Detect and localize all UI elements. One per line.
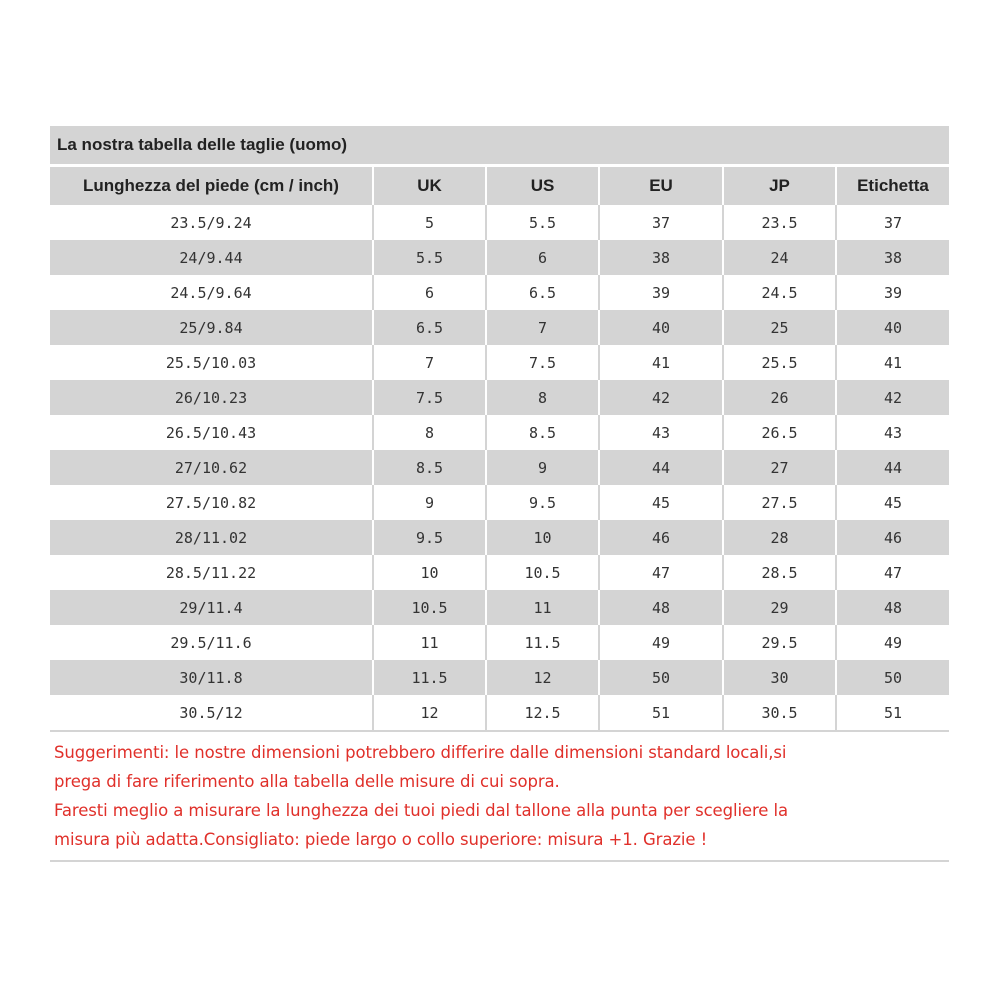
label-cell: 45	[836, 485, 949, 520]
label-cell: 42	[836, 380, 949, 415]
table-row	[50, 625, 949, 660]
us-cell: 11.5	[486, 625, 599, 660]
label-cell: 47	[836, 555, 949, 590]
note-line: prega di fare riferimento alla tabella delle misure di cui sopra.	[54, 772, 560, 791]
foot-length-cell: 26.5/10.43	[50, 415, 373, 450]
eu-cell: 38	[599, 240, 723, 275]
jp-cell: 28.5	[723, 555, 836, 590]
column-header-label: Etichetta	[836, 167, 949, 205]
jp-cell: 27.5	[723, 485, 836, 520]
jp-cell: 25	[723, 310, 836, 345]
foot-length-cell: 27/10.62	[50, 450, 373, 485]
note-line: misura più adatta.Consigliato: piede largo o collo superiore: misura +1. Grazie !	[54, 830, 708, 849]
us-cell: 9.5	[486, 485, 599, 520]
uk-cell: 8	[373, 415, 486, 450]
foot-length-cell: 29/11.4	[50, 590, 373, 625]
eu-cell: 47	[599, 555, 723, 590]
table-row	[50, 590, 949, 625]
table-row	[50, 450, 949, 485]
column-header-jp: JP	[723, 167, 836, 205]
us-cell: 10	[486, 520, 599, 555]
foot-length-cell: 30.5/12	[50, 695, 373, 730]
foot-length-cell: 24/9.44	[50, 240, 373, 275]
us-cell: 8	[486, 380, 599, 415]
eu-cell: 41	[599, 345, 723, 380]
label-cell: 46	[836, 520, 949, 555]
eu-cell: 44	[599, 450, 723, 485]
foot-length-cell: 25.5/10.03	[50, 345, 373, 380]
foot-length-cell: 30/11.8	[50, 660, 373, 695]
uk-cell: 8.5	[373, 450, 486, 485]
table-row	[50, 660, 949, 695]
eu-cell: 37	[599, 205, 723, 240]
table-row	[50, 695, 949, 730]
eu-cell: 49	[599, 625, 723, 660]
eu-cell: 43	[599, 415, 723, 450]
table-row	[50, 310, 949, 345]
uk-cell: 10.5	[373, 590, 486, 625]
foot-length-cell: 28.5/11.22	[50, 555, 373, 590]
us-cell: 9	[486, 450, 599, 485]
table-row	[50, 345, 949, 380]
jp-cell: 29	[723, 590, 836, 625]
eu-cell: 48	[599, 590, 723, 625]
uk-cell: 5.5	[373, 240, 486, 275]
uk-cell: 9.5	[373, 520, 486, 555]
jp-cell: 29.5	[723, 625, 836, 660]
foot-length-cell: 25/9.84	[50, 310, 373, 345]
uk-cell: 11.5	[373, 660, 486, 695]
size-table	[50, 167, 949, 730]
eu-cell: 42	[599, 380, 723, 415]
label-cell: 48	[836, 590, 949, 625]
size-chart	[50, 126, 949, 862]
label-cell: 43	[836, 415, 949, 450]
table-row	[50, 415, 949, 450]
us-cell: 12	[486, 660, 599, 695]
label-cell: 41	[836, 345, 949, 380]
note-line: Suggerimenti: le nostre dimensioni potrebbero differire dalle dimensioni standard locali,si	[54, 743, 787, 762]
table-title: La nostra tabella delle taglie (uomo)	[50, 126, 949, 167]
note-line: Faresti meglio a misurare la lunghezza dei tuoi piedi dal tallone alla punta per scegliere la	[54, 801, 788, 820]
table-row	[50, 275, 949, 310]
uk-cell: 11	[373, 625, 486, 660]
label-cell: 49	[836, 625, 949, 660]
us-cell: 6	[486, 240, 599, 275]
label-cell: 50	[836, 660, 949, 695]
uk-cell: 9	[373, 485, 486, 520]
foot-length-cell: 27.5/10.82	[50, 485, 373, 520]
eu-cell: 39	[599, 275, 723, 310]
uk-cell: 6.5	[373, 310, 486, 345]
foot-length-cell: 28/11.02	[50, 520, 373, 555]
us-cell: 5.5	[486, 205, 599, 240]
jp-cell: 28	[723, 520, 836, 555]
jp-cell: 26	[723, 380, 836, 415]
column-header-eu: EU	[599, 167, 723, 205]
uk-cell: 7	[373, 345, 486, 380]
uk-cell: 6	[373, 275, 486, 310]
us-cell: 6.5	[486, 275, 599, 310]
table-row	[50, 485, 949, 520]
table-row	[50, 240, 949, 275]
uk-cell: 10	[373, 555, 486, 590]
foot-length-cell: 26/10.23	[50, 380, 373, 415]
label-cell: 40	[836, 310, 949, 345]
header-row	[50, 167, 949, 205]
label-cell: 38	[836, 240, 949, 275]
label-cell: 37	[836, 205, 949, 240]
us-cell: 7.5	[486, 345, 599, 380]
jp-cell: 24	[723, 240, 836, 275]
column-header-foot-length: Lunghezza del piede (cm / inch)	[50, 167, 373, 205]
column-header-us: US	[486, 167, 599, 205]
table-row	[50, 380, 949, 415]
column-header-uk: UK	[373, 167, 486, 205]
foot-length-cell: 29.5/11.6	[50, 625, 373, 660]
jp-cell: 24.5	[723, 275, 836, 310]
us-cell: 12.5	[486, 695, 599, 730]
eu-cell: 46	[599, 520, 723, 555]
table-body	[50, 205, 949, 730]
jp-cell: 30.5	[723, 695, 836, 730]
foot-length-cell: 24.5/9.64	[50, 275, 373, 310]
eu-cell: 45	[599, 485, 723, 520]
jp-cell: 23.5	[723, 205, 836, 240]
table-row	[50, 555, 949, 590]
size-notes	[50, 730, 949, 862]
label-cell: 51	[836, 695, 949, 730]
table-row	[50, 520, 949, 555]
table-row	[50, 205, 949, 240]
uk-cell: 5	[373, 205, 486, 240]
foot-length-cell: 23.5/9.24	[50, 205, 373, 240]
us-cell: 10.5	[486, 555, 599, 590]
jp-cell: 25.5	[723, 345, 836, 380]
jp-cell: 26.5	[723, 415, 836, 450]
uk-cell: 7.5	[373, 380, 486, 415]
jp-cell: 27	[723, 450, 836, 485]
eu-cell: 50	[599, 660, 723, 695]
label-cell: 44	[836, 450, 949, 485]
label-cell: 39	[836, 275, 949, 310]
us-cell: 8.5	[486, 415, 599, 450]
jp-cell: 30	[723, 660, 836, 695]
eu-cell: 51	[599, 695, 723, 730]
uk-cell: 12	[373, 695, 486, 730]
us-cell: 11	[486, 590, 599, 625]
eu-cell: 40	[599, 310, 723, 345]
us-cell: 7	[486, 310, 599, 345]
